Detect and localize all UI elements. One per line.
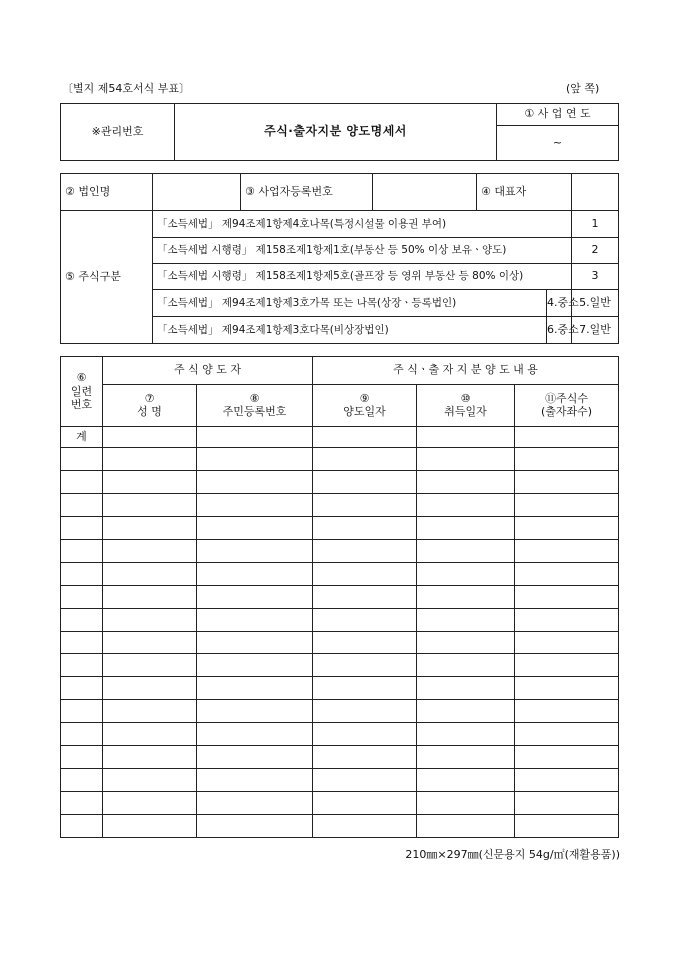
corp-name-label: ② 법인명 (61, 174, 153, 211)
col-shares-header (515, 385, 619, 427)
table-cell[interactable] (197, 608, 313, 631)
form-label: 〔별지 제54호서식 부표〕 (62, 82, 190, 95)
table-cell[interactable] (103, 539, 197, 562)
table-cell[interactable] (61, 494, 103, 517)
stock-class-code-7[interactable]: 7.일반 (572, 317, 619, 344)
table-cell[interactable] (313, 700, 417, 723)
table-cell[interactable] (515, 516, 619, 539)
table-cell[interactable] (103, 471, 197, 494)
table-cell[interactable] (103, 516, 197, 539)
col-transfer-date-header (313, 385, 417, 427)
table-cell[interactable] (197, 791, 313, 814)
table-cell[interactable] (61, 654, 103, 677)
table-cell[interactable] (515, 471, 619, 494)
table-cell[interactable] (417, 723, 515, 746)
table-cell[interactable] (61, 723, 103, 746)
table-row (61, 562, 619, 585)
total-cell[interactable] (103, 427, 197, 448)
table-cell[interactable] (313, 791, 417, 814)
table-cell[interactable] (417, 631, 515, 654)
table-cell[interactable] (417, 471, 515, 494)
table-cell[interactable] (313, 539, 417, 562)
table-cell[interactable] (103, 769, 197, 792)
representative-field[interactable] (572, 174, 619, 211)
col-rrn-number: ⑧ (249, 391, 260, 405)
table-cell[interactable] (313, 471, 417, 494)
table-cell[interactable] (197, 516, 313, 539)
table-row (61, 631, 619, 654)
table-cell[interactable] (515, 585, 619, 608)
business-year-value[interactable]: ~ (497, 126, 619, 161)
table-cell[interactable] (417, 814, 515, 837)
table-cell[interactable] (417, 608, 515, 631)
table-row (61, 814, 619, 837)
table-row (61, 448, 619, 471)
col-name-label: 성 명 (137, 404, 162, 418)
total-cell[interactable] (197, 427, 313, 448)
table-row (61, 539, 619, 562)
seq-header (61, 357, 103, 427)
total-label: 계 (61, 427, 103, 448)
table-cell[interactable] (61, 791, 103, 814)
table-row (61, 700, 619, 723)
stock-class-code-4[interactable]: 4.중소 (547, 290, 572, 317)
seq-label-line-1: 일련 (70, 385, 93, 399)
table-cell[interactable] (417, 516, 515, 539)
table-cell[interactable] (103, 791, 197, 814)
table-cell[interactable] (313, 723, 417, 746)
table-cell[interactable] (417, 700, 515, 723)
table-cell[interactable] (313, 562, 417, 585)
total-row (61, 427, 619, 448)
col-shares-label: ⑪주식수 (545, 391, 588, 405)
col-transfer-date-label: 양도일자 (343, 404, 386, 418)
col-acq-date-header (417, 385, 515, 427)
col-shares-sublabel: (출자좌수) (540, 404, 593, 418)
table-cell[interactable] (313, 494, 417, 517)
table-cell[interactable] (417, 769, 515, 792)
table-cell[interactable] (417, 448, 515, 471)
table-cell[interactable] (103, 814, 197, 837)
table-cell[interactable] (103, 654, 197, 677)
corporation-table (60, 173, 619, 344)
table-cell[interactable] (515, 608, 619, 631)
table-cell[interactable] (515, 539, 619, 562)
table-cell[interactable] (61, 677, 103, 700)
table-cell[interactable] (103, 746, 197, 769)
stock-class-row-3: 「소득세법 시행령」 제158조제1항제5호(골프장 등 영위 부동산 등 80% 이상) (153, 264, 572, 290)
title-table (60, 103, 619, 161)
table-cell[interactable] (417, 562, 515, 585)
table-cell[interactable] (61, 516, 103, 539)
table-row (61, 608, 619, 631)
table-cell[interactable] (313, 631, 417, 654)
table-cell[interactable] (417, 494, 515, 517)
seq-number-mark: ⑥ (76, 370, 87, 384)
table-cell[interactable] (197, 654, 313, 677)
paper-spec: 210㎜×297㎜(신문용지 54g/㎡(재활용품)) (405, 848, 620, 861)
stock-class-code-5[interactable]: 5.일반 (572, 290, 619, 317)
table-cell[interactable] (197, 814, 313, 837)
total-cell[interactable] (515, 427, 619, 448)
table-cell[interactable] (61, 814, 103, 837)
transfer-content-group-header: 주 식ㆍ출 자 지 분 양 도 내 용 (313, 357, 619, 385)
table-cell[interactable] (103, 585, 197, 608)
table-row (61, 723, 619, 746)
table-cell[interactable] (197, 723, 313, 746)
total-cell[interactable] (313, 427, 417, 448)
document-title: 주식·출자지분 양도명세서 (175, 104, 497, 161)
table-cell[interactable] (515, 448, 619, 471)
total-cell[interactable] (417, 427, 515, 448)
table-cell[interactable] (103, 723, 197, 746)
table-row (61, 494, 619, 517)
table-row (61, 677, 619, 700)
col-acq-date-number: ⑩ (460, 391, 471, 405)
table-cell[interactable] (197, 746, 313, 769)
table-cell[interactable] (197, 562, 313, 585)
table-cell[interactable] (515, 631, 619, 654)
table-cell[interactable] (103, 448, 197, 471)
col-rrn-header (197, 385, 313, 427)
stock-class-code-2[interactable]: 2 (572, 238, 619, 264)
stock-class-label: ⑤ 주식구분 (61, 211, 153, 344)
table-cell[interactable] (313, 448, 417, 471)
table-cell[interactable] (61, 608, 103, 631)
table-cell[interactable] (515, 700, 619, 723)
table-cell[interactable] (417, 746, 515, 769)
side-label: (앞 쪽) (566, 82, 600, 95)
table-cell[interactable] (515, 677, 619, 700)
corp-name-field[interactable] (153, 174, 241, 211)
table-cell[interactable] (313, 677, 417, 700)
table-cell[interactable] (313, 516, 417, 539)
table-cell[interactable] (417, 585, 515, 608)
col-transfer-date-number: ⑨ (359, 391, 370, 405)
table-cell[interactable] (313, 654, 417, 677)
table-cell[interactable] (103, 631, 197, 654)
table-cell[interactable] (313, 746, 417, 769)
stock-class-row-4: 「소득세법」 제94조제1항제3호가목 또는 나목(상장ㆍ등록법인) (153, 290, 547, 317)
table-cell[interactable] (61, 631, 103, 654)
table-cell[interactable] (515, 654, 619, 677)
table-cell[interactable] (313, 814, 417, 837)
table-cell[interactable] (61, 539, 103, 562)
transferor-group-header: 주 식 양 도 자 (103, 357, 313, 385)
table-cell[interactable] (515, 791, 619, 814)
stock-class-row-1: 「소득세법」 제94조제1항제4호나목(특정시설물 이용권 부여) (153, 211, 572, 238)
table-cell[interactable] (61, 585, 103, 608)
management-number-label: ※관리번호 (61, 104, 175, 161)
table-cell[interactable] (515, 814, 619, 837)
entry-rows (61, 448, 619, 838)
col-name-header (103, 385, 197, 427)
stock-class-code-1[interactable]: 1 (572, 211, 619, 238)
table-cell[interactable] (103, 562, 197, 585)
reg-no-label: ③ 사업자등록번호 (241, 174, 373, 211)
table-row (61, 585, 619, 608)
table-cell[interactable] (197, 448, 313, 471)
table-cell[interactable] (313, 608, 417, 631)
table-cell[interactable] (61, 746, 103, 769)
table-cell[interactable] (313, 769, 417, 792)
table-cell[interactable] (197, 769, 313, 792)
table-cell[interactable] (103, 494, 197, 517)
table-row (61, 746, 619, 769)
table-cell[interactable] (61, 448, 103, 471)
table-row (61, 791, 619, 814)
table-cell[interactable] (197, 539, 313, 562)
stock-class-row-2: 「소득세법 시행령」 제158조제1항제1호(부동산 등 50% 이상 보유ㆍ양도) (153, 238, 572, 264)
table-cell[interactable] (515, 723, 619, 746)
table-cell[interactable] (61, 471, 103, 494)
table-cell[interactable] (417, 677, 515, 700)
table-row (61, 471, 619, 494)
table-cell[interactable] (515, 562, 619, 585)
table-cell[interactable] (103, 677, 197, 700)
table-row (61, 654, 619, 677)
table-cell[interactable] (197, 631, 313, 654)
table-cell[interactable] (313, 585, 417, 608)
table-cell[interactable] (197, 677, 313, 700)
table-row (61, 769, 619, 792)
table-cell[interactable] (197, 471, 313, 494)
reg-no-field[interactable] (373, 174, 477, 211)
table-cell[interactable] (103, 608, 197, 631)
table-cell[interactable] (61, 562, 103, 585)
table-cell[interactable] (61, 769, 103, 792)
table-row (61, 516, 619, 539)
representative-label: ④ 대표자 (477, 174, 572, 211)
transfer-table (60, 356, 619, 838)
table-cell[interactable] (417, 791, 515, 814)
table-cell[interactable] (197, 585, 313, 608)
table-cell[interactable] (515, 494, 619, 517)
table-cell[interactable] (515, 769, 619, 792)
seq-label-line-2: 번호 (70, 397, 93, 411)
stock-class-row-5: 「소득세법」 제94조제1항제3호다목(비상장법인) (153, 317, 547, 344)
table-cell[interactable] (61, 700, 103, 723)
stock-class-code-3[interactable]: 3 (572, 264, 619, 290)
business-year-label: ① 사 업 연 도 (497, 104, 619, 126)
table-cell[interactable] (515, 746, 619, 769)
col-name-number: ⑦ (144, 391, 155, 405)
table-cell[interactable] (197, 494, 313, 517)
col-acq-date-label: 취득일자 (444, 404, 487, 418)
table-cell[interactable] (103, 700, 197, 723)
col-rrn-label: 주민등록번호 (222, 404, 287, 418)
table-cell[interactable] (417, 654, 515, 677)
stock-class-code-6[interactable]: 6.중소 (547, 317, 572, 344)
table-cell[interactable] (417, 539, 515, 562)
table-cell[interactable] (197, 700, 313, 723)
